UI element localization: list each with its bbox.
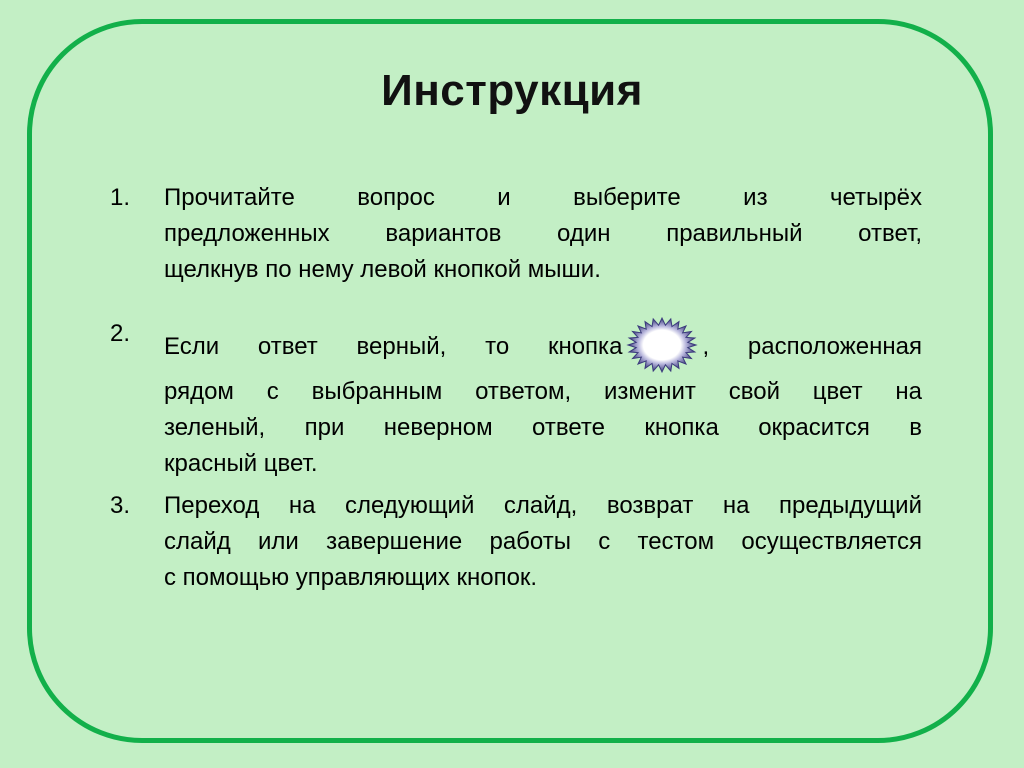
item-text-line: слайд или завершение работы с тестом осуществляется: [164, 528, 922, 555]
item-text-fragment: Если ответ верный, то кнопка: [164, 333, 623, 360]
starburst-button-icon: [626, 316, 698, 374]
instruction-item-1: [110, 180, 922, 288]
item-text-line: красный цвет.: [164, 450, 318, 477]
item-text-line: предложенных вариантов один правильный ответ,: [164, 220, 922, 247]
item-text-line: [164, 316, 922, 374]
item-text: [164, 180, 922, 288]
item-text-line: Переход на следующий слайд, возврат на предыдущий: [164, 492, 922, 519]
page-title: Инструкция: [381, 66, 643, 115]
item-number: 2.: [110, 320, 131, 347]
item-text: [164, 316, 922, 482]
item-text-line: Прочитайте вопрос и выберите из четырёх: [164, 184, 922, 211]
item-text-line: зеленый, при неверном ответе кнопка окрасится в: [164, 414, 922, 441]
item-text-fragment: , расположенная: [702, 333, 923, 360]
item-number: 1.: [110, 184, 131, 211]
item-text-line: рядом с выбранным ответом, изменит свой цвет на: [164, 378, 922, 405]
item-text-line: щелкнув по нему левой кнопкой мыши.: [164, 256, 601, 283]
item-number: 3.: [110, 492, 131, 519]
item-text: [164, 488, 922, 596]
instruction-item-2: [110, 316, 922, 482]
item-text-line: с помощью управляющих кнопок.: [164, 564, 538, 591]
starburst-shape: [628, 318, 696, 372]
instruction-item-3: [110, 488, 922, 596]
